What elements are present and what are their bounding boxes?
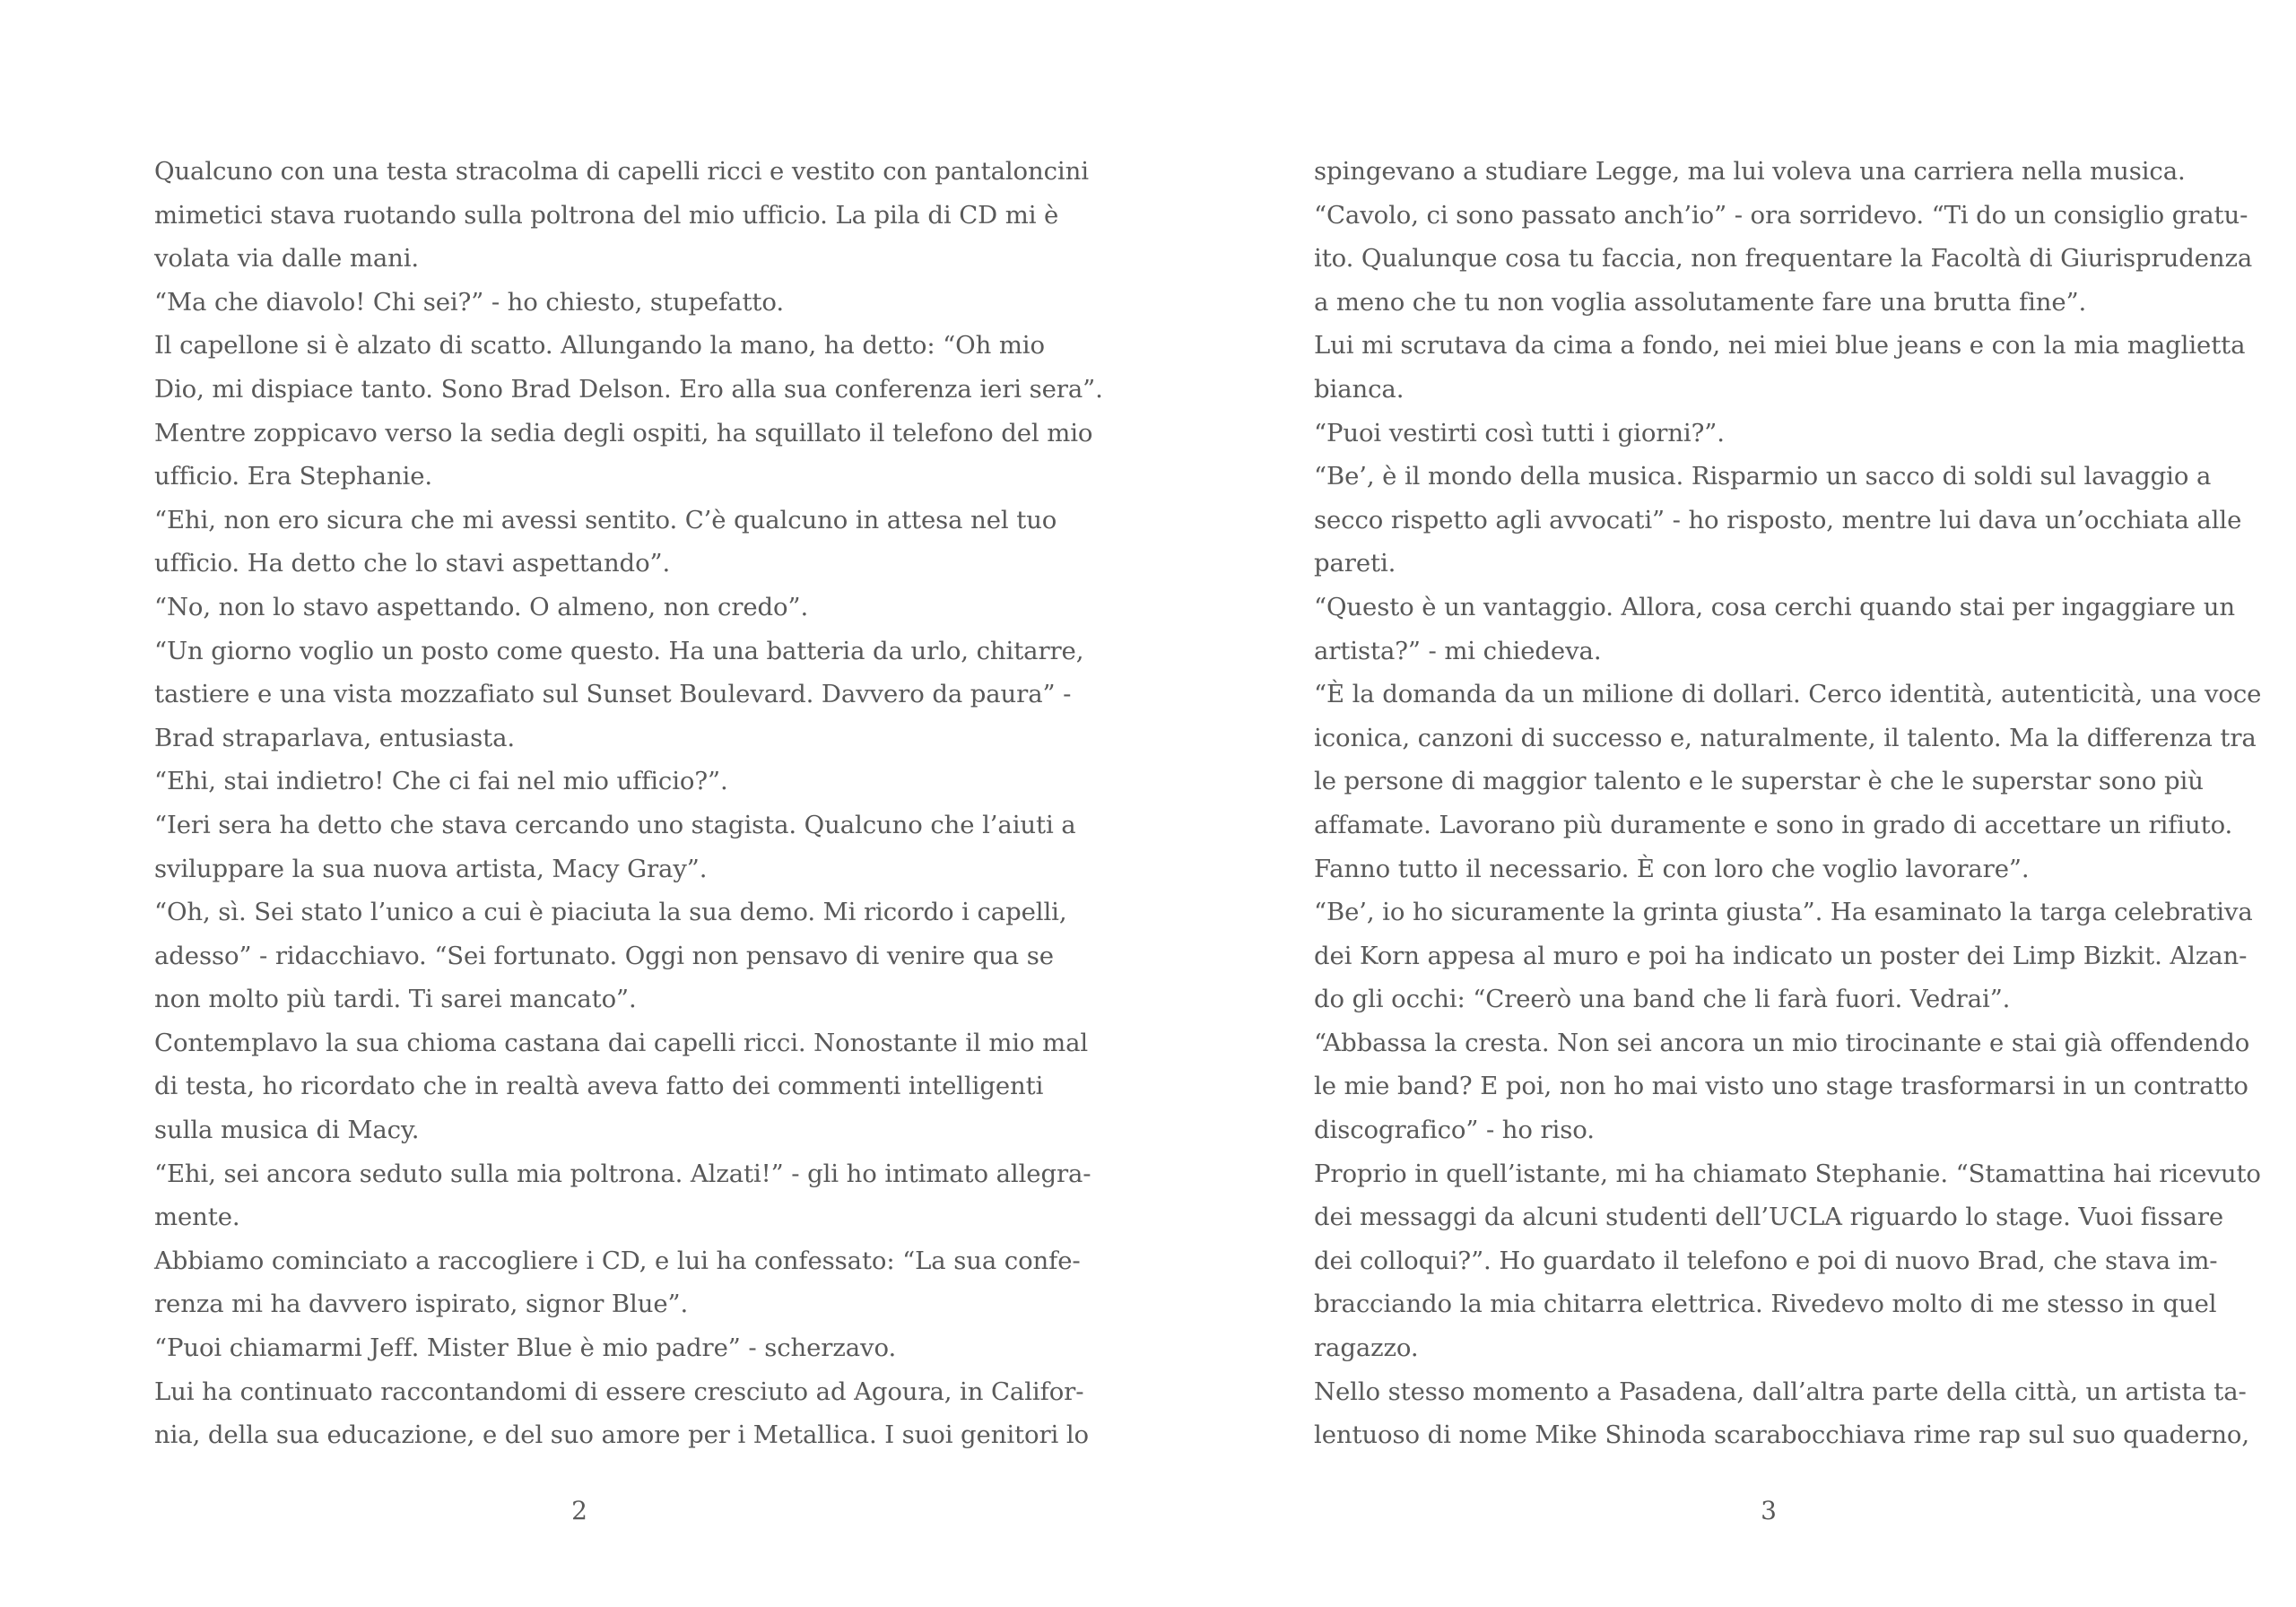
text-line: bracciando la mia chitarra elettrica. Rivedevo molto di me stesso in quel xyxy=(1314,1290,2217,1319)
text-line: adesso” - ridacchiavo. “Sei fortunato. Oggi non pensavo di venire qua se xyxy=(154,941,1054,970)
text-line: “Ieri sera ha detto che stava cercando uno stagista. Qualcuno che l’aiuti a xyxy=(154,810,1076,839)
text-line: le persone di maggior talento e le superstar è che le superstar sono più xyxy=(1314,767,2204,796)
text-line: “Oh, sì. Sei stato l’unico a cui è piaciuta la sua demo. Mi ricordo i capelli, xyxy=(154,898,1067,927)
text-line: Il capellone si è alzato di scatto. Allungando la mano, ha detto: “Oh mio xyxy=(154,331,1045,360)
text-line: “Puoi vestirti così tutti i giorni?”. xyxy=(1314,418,1725,447)
text-line: Mentre zoppicavo verso la sedia degli ospiti, ha squillato il telefono del mio xyxy=(154,418,1093,447)
text-line: Dio, mi dispiace tanto. Sono Brad Delson. Ero alla sua conferenza ieri sera”. xyxy=(154,374,1103,404)
text-line: nia, della sua educazione, e del suo amore per i Metallica. I suoi genitori lo xyxy=(154,1420,1089,1450)
text-line: non molto più tardi. Ti sarei mancato”. xyxy=(154,985,637,1014)
text-line: “Ma che diavolo! Chi sei?” - ho chiesto, stupefatto. xyxy=(154,287,784,317)
text-line: Fanno tutto il necessario. È con loro che voglio lavorare”. xyxy=(1314,854,2030,883)
text-line: ufficio. Era Stephanie. xyxy=(154,462,433,491)
text-line: “Ehi, non ero sicura che mi avessi sentito. C’è qualcuno in attesa nel tuo xyxy=(154,505,1057,534)
text-line: do gli occhi: “Creerò una band che li farà fuori. Vedrai”. xyxy=(1314,985,2011,1014)
text-line: Brad straparlava, entusiasta. xyxy=(154,723,516,752)
text-line: secco rispetto agli avvocati” - ho risposto, mentre lui dava un’occhiata alle xyxy=(1314,505,2242,534)
text-line: sviluppare la sua nuova artista, Macy Gray”. xyxy=(154,854,708,883)
text-line: artista?” - mi chiedeva. xyxy=(1314,636,1602,665)
text-line: “È la domanda da un milione di dollari. Cerco identità, autenticità, una voce xyxy=(1314,680,2262,709)
text-line: Lui ha continuato raccontandomi di essere cresciuto ad Agoura, in Califor- xyxy=(154,1377,1084,1406)
text-line: di testa, ho ricordato che in realtà aveva fatto dei commenti intelligenti xyxy=(154,1072,1044,1101)
left-page-text xyxy=(154,150,1103,1457)
text-line: a meno che tu non voglia assolutamente fare una brutta fine”. xyxy=(1314,287,2087,317)
text-line: le mie band? E poi, non ho mai visto uno stage trasformarsi in un contratto xyxy=(1314,1072,2248,1101)
text-line: discografico” - ho riso. xyxy=(1314,1116,1595,1145)
text-line: “No, non lo stavo aspettando. O almeno, non credo”. xyxy=(154,592,809,621)
text-line: “Be’, è il mondo della musica. Risparmio un sacco di soldi sul lavaggio a xyxy=(1314,462,2212,491)
text-line: “Questo è un vantaggio. Allora, cosa cerchi quando stai per ingaggiare un xyxy=(1314,592,2235,621)
text-line: “Puoi chiamarmi Jeff. Mister Blue è mio padre” - scherzavo. xyxy=(154,1333,897,1363)
text-line: affamate. Lavorano più duramente e sono in grado di accettare un rifiuto. xyxy=(1314,810,2233,839)
text-line: “Abbassa la cresta. Non sei ancora un mio tirocinante e stai già offendendo xyxy=(1314,1028,2250,1057)
text-line: “Un giorno voglio un posto come questo. Ha una batteria da urlo, chitarre, xyxy=(154,636,1084,665)
text-line: “Be’, io ho sicuramente la grinta giusta”. Ha esaminato la targa celebrativa xyxy=(1314,898,2253,927)
text-line: “Cavolo, ci sono passato anch’io” - ora sorridevo. “Ti do un consiglio gratu- xyxy=(1314,200,2248,230)
text-line: sulla musica di Macy. xyxy=(154,1116,420,1145)
text-line: “Ehi, stai indietro! Che ci fai nel mio ufficio?”. xyxy=(154,767,728,796)
text-line: Abbiamo cominciato a raccogliere i CD, e lui ha confessato: “La sua confe- xyxy=(154,1246,1081,1275)
text-line: “Ehi, sei ancora seduto sulla mia poltrona. Alzati!” - gli ho intimato allegra- xyxy=(154,1159,1091,1188)
left-page-number: 2 xyxy=(571,1496,587,1525)
text-line: ragazzo. xyxy=(1314,1333,1419,1363)
right-page-text xyxy=(1314,150,2262,1457)
text-line: Proprio in quell’istante, mi ha chiamato Stephanie. “Stamattina hai ricevuto xyxy=(1314,1159,2261,1188)
text-line: pareti. xyxy=(1314,549,1396,578)
text-line: lentuoso di nome Mike Shinoda scarabocchiava rime rap sul suo quaderno, xyxy=(1314,1420,2250,1450)
text-line: mente. xyxy=(154,1203,240,1232)
text-line: Nello stesso momento a Pasadena, dall’altra parte della città, un artista ta- xyxy=(1314,1377,2247,1406)
text-line: mimetici stava ruotando sulla poltrona del mio ufficio. La pila di CD mi è xyxy=(154,200,1059,230)
text-line: spingevano a studiare Legge, ma lui voleva una carriera nella musica. xyxy=(1314,157,2186,186)
text-line: dei messaggi da alcuni studenti dell’UCLA riguardo lo stage. Vuoi fissare xyxy=(1314,1203,2224,1232)
text-line: ito. Qualunque cosa tu faccia, non frequentare la Facoltà di Giurisprudenza xyxy=(1314,244,2253,274)
text-line: renza mi ha davvero ispirato, signor Blue”. xyxy=(154,1290,689,1319)
text-line: dei Korn appesa al muro e poi ha indicato un poster dei Limp Bizkit. Alzan- xyxy=(1314,941,2248,970)
right-page xyxy=(1148,0,2296,1607)
text-line: dei colloqui?”. Ho guardato il telefono e poi di nuovo Brad, che stava im- xyxy=(1314,1246,2218,1275)
text-line: Lui mi scrutava da cima a fondo, nei miei blue jeans e con la mia maglietta xyxy=(1314,331,2246,360)
text-line: Qualcuno con una testa stracolma di capelli ricci e vestito con pantaloncini xyxy=(154,157,1089,186)
text-line: volata via dalle mani. xyxy=(154,244,420,274)
right-page-number: 3 xyxy=(1761,1496,1777,1525)
text-line: iconica, canzoni di successo e, naturalmente, il talento. Ma la differenza tra xyxy=(1314,723,2257,752)
text-line: ufficio. Ha detto che lo stavi aspettando”. xyxy=(154,549,671,578)
text-line: bianca. xyxy=(1314,374,1405,404)
text-line: tastiere e una vista mozzafiato sul Sunset Boulevard. Davvero da paura” - xyxy=(154,680,1072,709)
text-line: Contemplavo la sua chioma castana dai capelli ricci. Nonostante il mio mal xyxy=(154,1028,1089,1057)
